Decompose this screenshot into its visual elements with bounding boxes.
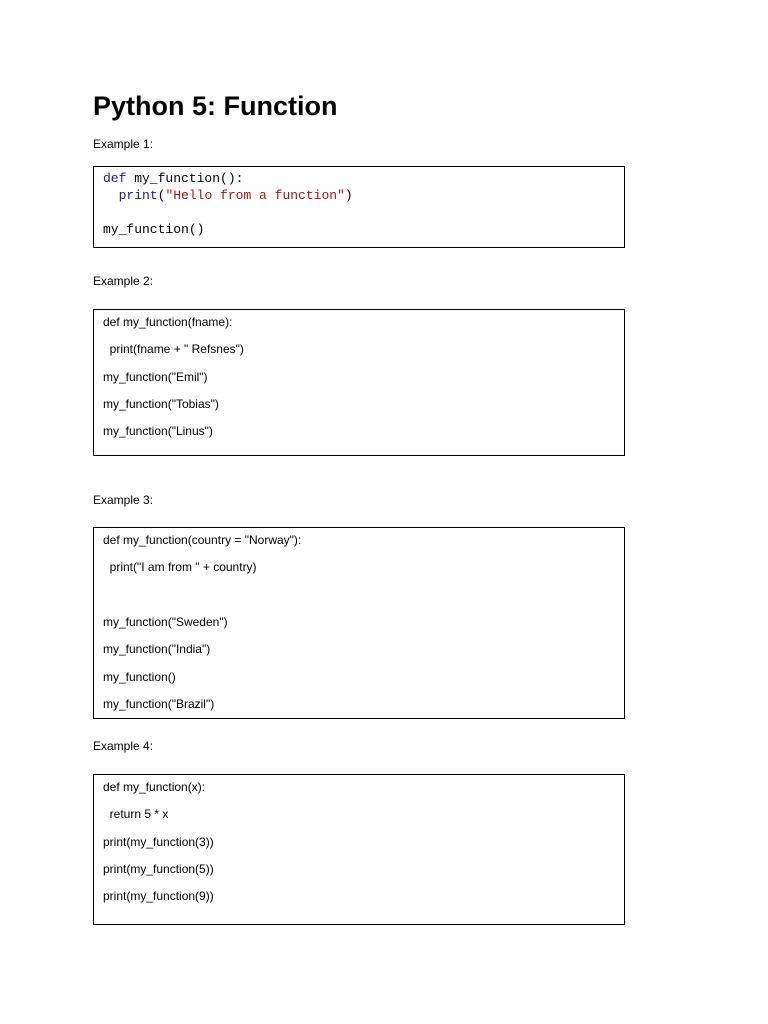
example-2-label: Example 2: — [93, 274, 154, 288]
code-paren: ( — [157, 188, 166, 203]
example-2-code-box — [93, 309, 625, 456]
code-line: def my_function(country = "Norway"): — [103, 533, 302, 547]
code-line: my_function("Emil") — [103, 370, 208, 384]
code-line: print("I am from " + country) — [103, 560, 257, 574]
example-1-label: Example 1: — [93, 137, 154, 151]
code-line: print(my_function(9)) — [103, 889, 214, 903]
code-line: my_function("India") — [103, 642, 211, 656]
code-line: print(fname + " Refsnes") — [103, 342, 244, 356]
example-4-label: Example 4: — [93, 739, 154, 753]
code-line: my_function() — [103, 222, 205, 237]
example-3-code-box — [93, 527, 625, 719]
code-line: my_function("Sweden") — [103, 615, 228, 629]
code-line: my_function() — [103, 670, 176, 684]
code-line: my_function("Linus") — [103, 424, 213, 438]
code-text: my_function(): — [126, 171, 244, 186]
code-line — [103, 188, 353, 204]
code-line — [103, 171, 243, 187]
code-line: my_function("Tobias") — [103, 397, 219, 411]
example-3-label: Example 3: — [93, 493, 154, 507]
code-line: print(my_function(5)) — [103, 862, 214, 876]
code-string: "Hello from a function" — [165, 188, 345, 203]
code-indent — [103, 188, 119, 203]
example-1-code-box — [93, 166, 625, 248]
example-4-code-box — [93, 774, 625, 925]
code-line: def my_function(x): — [103, 780, 206, 794]
page-title: Python 5: Function — [93, 91, 338, 121]
code-keyword: def — [103, 171, 127, 186]
code-paren: ) — [344, 188, 353, 203]
code-line: print(my_function(3)) — [103, 835, 214, 849]
code-line: return 5 * x — [103, 807, 169, 821]
code-line: my_function("Brazil") — [103, 697, 215, 711]
code-line: def my_function(fname): — [103, 315, 233, 329]
code-builtin: print — [118, 188, 158, 203]
